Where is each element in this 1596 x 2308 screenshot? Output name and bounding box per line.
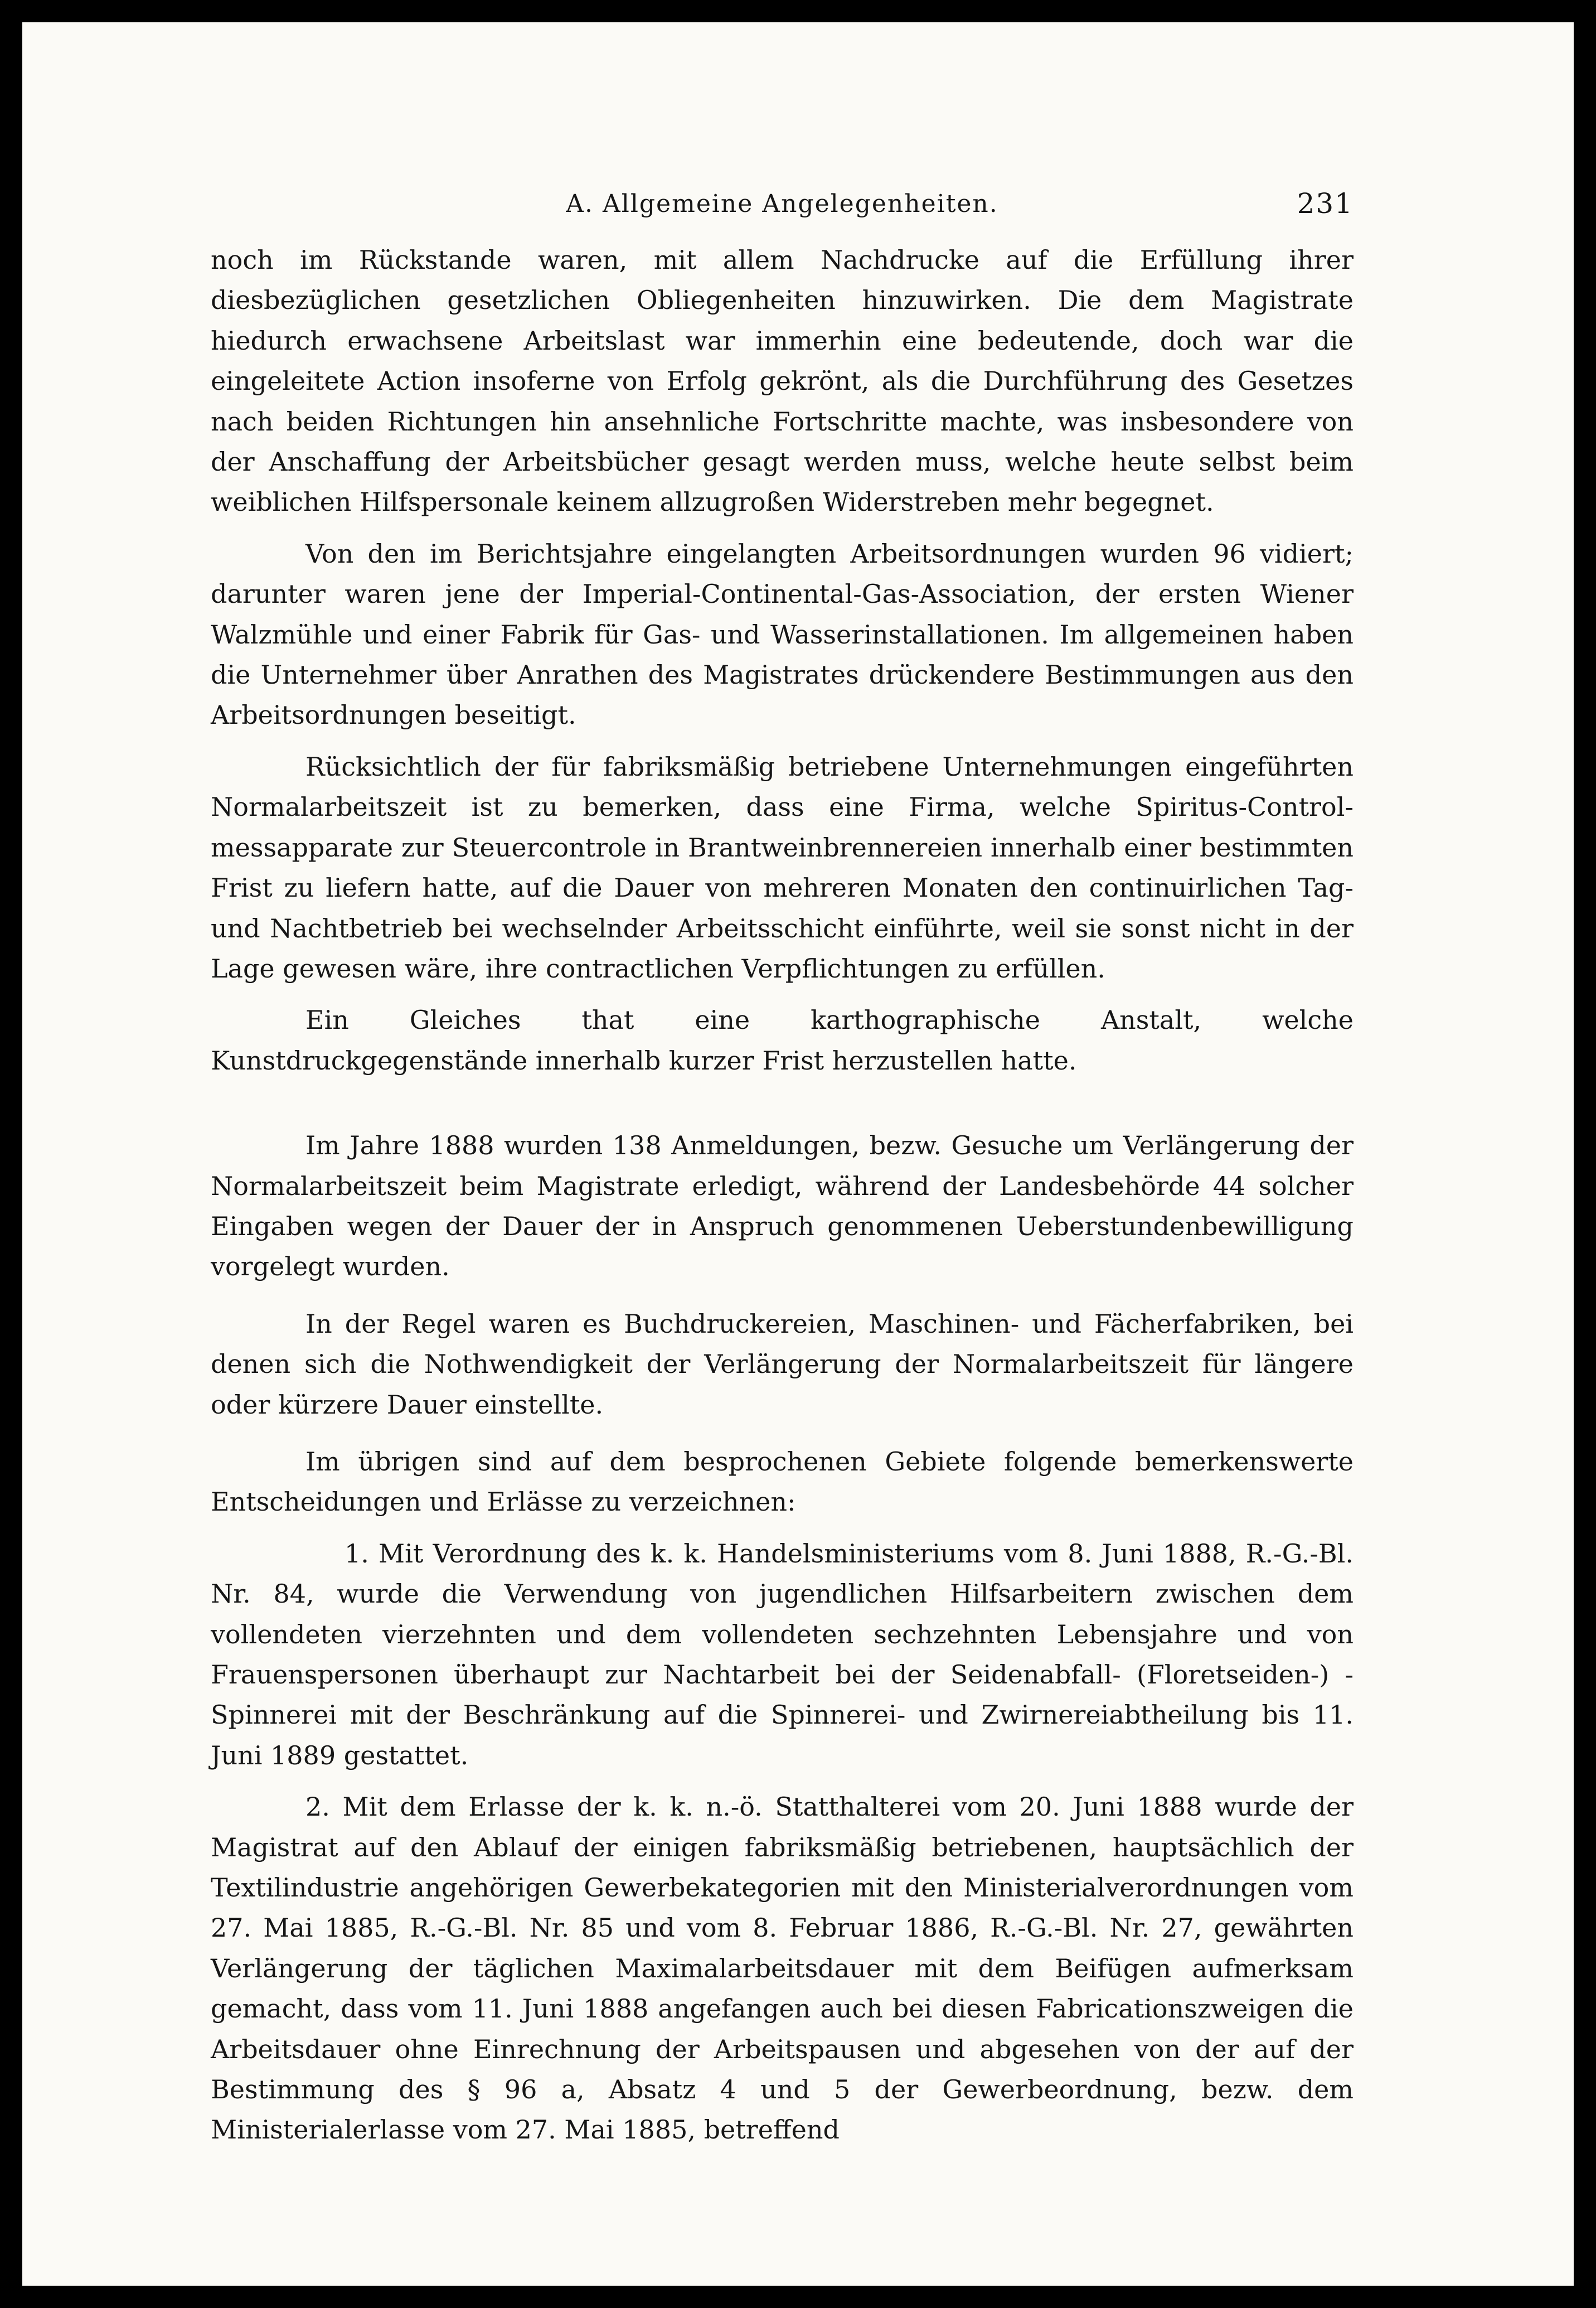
page-content [211, 187, 1354, 2150]
paragraph-arbeitsordnungen: Von den im Berichtsjahre eingelangten Arbeitsordnungen wurden 96 vidiert; darunter waren jene der Imperial-Continental-Gas-Association, der ersten Wiener Walzmühle und einer Fabrik für Gas- und Wasserinstallationen. Im allgemeinen haben die Unternehmer über Anrathen des Magistrates drückendere Bestimmungen aus den Arbeitsordnungen beseitigt. [211, 538, 1354, 730]
paragraph-buchdruckereien: In der Regel waren es Buchdruckereien, Maschinen- und Fächerfabriken, bei denen sich die Nothwendigkeit der Verlängerung der Normalarbeitszeit für längere oder kürzere Dauer einstellte. [211, 1308, 1354, 1420]
paragraph-continuation: noch im Rückstande waren, mit allem Nachdrucke auf die Erfüllung ihrer diesbezüglichen gesetzlichen Obliegenheiten hinzuwirken. Die dem Magistrate hiedurch erwachsene Arbeitslast war immerhin eine bedeutende, doch war die eingeleitete Action insoferne von Erfolg gekrönt, als die Durchführung des Gesetzes nach beiden Richtungen hin ansehnliche Fortschritte machte, was insbesondere von der Anschaffung der Arbeitsbücher gesagt werden muss, welche heute selbst beim weiblichen Hilfspersonale keinem allzugroßen Widerstreben mehr begegnet. [211, 245, 1354, 517]
page-number: 231 [1297, 187, 1354, 220]
list-item-2-erlass: 2. Mit dem Erlasse der k. k. n.-ö. Statthalterei vom 20. Juni 1888 wurde der Magistrat auf den Ablauf der einigen fabriksmäßig betriebenen, hauptsächlich der Textilindustrie angehörigen Gewerbekategorien mit den Ministerialverordnungen vom 27. Mai 1885, R.-G.-Bl. Nr. 85 und vom 8. Februar 1886, R.-G.-Bl. Nr. 27, gewährten Verlängerung der täglichen Maximalarbeitsdauer mit dem Beifügen aufmerksam gemacht, dass vom 11. Juni 1888 angefangen auch bei diesen Fabricationszweigen die Arbeitsdauer ohne Einrechnung der Arbeitspausen und abgesehen von der auf der Bestimmung des § 96 a, Absatz 4 und 5 der Gewerbeordnung, bezw. dem Ministerialerlasse vom 27. Mai 1885, betreffend [211, 1792, 1354, 2145]
running-head [211, 187, 1354, 240]
list-item-1-verordnung: 1. Mit Verordnung des k. k. Handelsministeriums vom 8. Juni 1888, R.-G.-Bl. Nr. 84, wurde die Verwendung von jugendlichen Hilfsarbeitern zwischen dem vollendeten vierzehnten und dem vollendeten sechzehnten Lebensjahre und von Frauenspersonen überhaupt zur Nachtarbeit bei der Seidenabfall- (Floretseiden-) -Spinnerei mit der Beschränkung auf die Spinnerei- und Zwirnereiabtheilung bis 11. Juni 1889 gestattet. [211, 1538, 1354, 1770]
paragraph-karthographische-anstalt: Ein Gleiches that eine karthographische Anstalt, welche Kunstdruckgegenstände innerhalb kurzer Frist herzustellen hatte. [211, 1005, 1354, 1076]
document-page [22, 22, 1574, 2286]
paragraph-normalarbeitszeit: Rücksichtlich der für fabriksmäßig betriebene Unternehmungen eingeführten Normalarbeitszeit ist zu bemerken, dass eine Firma, welche Spiritus-Control-messapparate zur Steuercontrole in Brantweinbrennereien innerhalb einer bestimmten Frist zu liefern hatte, auf die Dauer von mehreren Monaten den continuirlichen Tag- und Nachtbetrieb bei wechselnder Arbeitsschicht einführte, weil sie sonst nicht in der Lage gewesen wäre, ihre contractlichen Verpflichtungen zu erfüllen. [211, 751, 1354, 984]
paragraph-entscheidungen-intro: Im übrigen sind auf dem besprochenen Gebiete folgende bemerkenswerte Entscheidungen und Erlässe zu verzeichnen: [211, 1446, 1354, 1517]
paragraph-anmeldungen-1888: Im Jahre 1888 wurden 138 Anmeldungen, bezw. Gesuche um Verlängerung der Normalarbeitszeit beim Magistrate erledigt, während der Landesbehörde 44 solcher Eingaben wegen der Dauer der in Anspruch genommenen Ueberstundenbewilligung vorgelegt wurden. [211, 1130, 1354, 1282]
running-head-title: A. Allgemeine Angelegenheiten. [566, 190, 998, 218]
